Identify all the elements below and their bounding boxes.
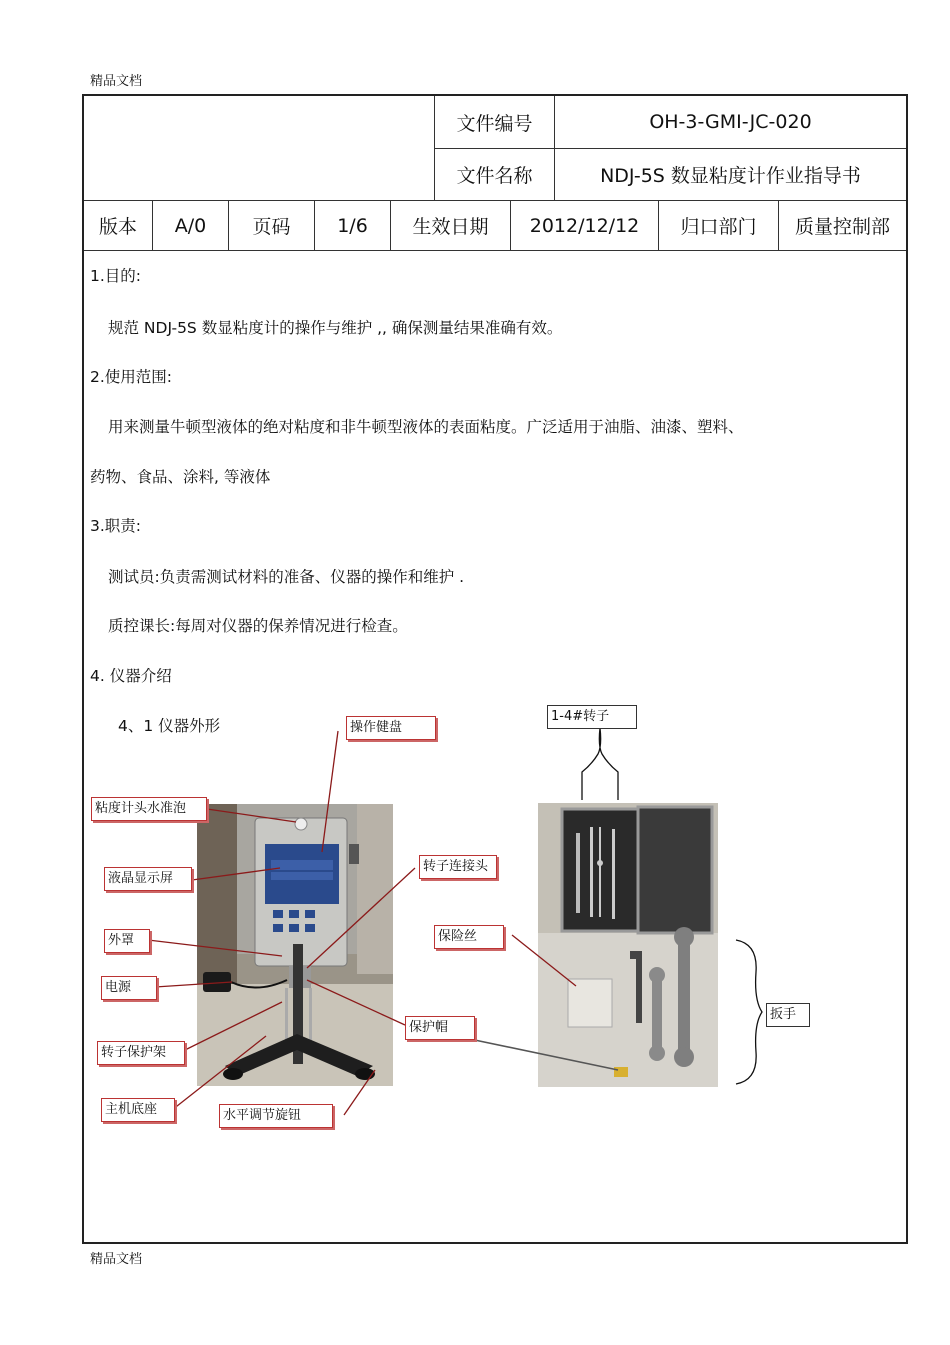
doc-name-label: 文件名称	[456, 165, 533, 187]
page-header: 精品文档	[90, 74, 143, 89]
date-label: 生效日期	[412, 216, 489, 238]
version-value: A/0	[174, 214, 207, 237]
label-cap: 保护帽	[405, 1016, 475, 1040]
label-rotor-joint: 转子连接头	[419, 855, 497, 879]
page-footer: 精品文档	[90, 1252, 143, 1267]
doc-no-label: 文件编号	[456, 112, 533, 135]
doc-name-value: NDJ-5S 数显粘度计作业指导书	[600, 165, 861, 187]
section-3-text-2: 质控课长:每周对仪器的保养情况进行检查。	[108, 617, 408, 635]
label-rotors: 1-4#转子	[547, 705, 637, 729]
label-cover: 外罩	[104, 929, 150, 953]
label-base: 主机底座	[101, 1098, 175, 1122]
date-value: 2012/12/12	[529, 214, 640, 237]
section-2-text-1: 用来测量牛顿型液体的绝对粘度和非牛顿型液体的表面粘度。广泛适用于油脂、油漆、塑料、	[108, 418, 744, 436]
section-1-title: 1.目的:	[90, 267, 142, 285]
label-bubble: 粘度计头水准泡	[91, 797, 207, 821]
label-rotor-holder: 转子保护架	[97, 1041, 185, 1065]
doc-no-value: OH-3-GMI-JC-020	[649, 111, 812, 133]
label-fuse: 保险丝	[434, 925, 504, 949]
section-3-title: 3.职责:	[90, 517, 142, 535]
section-2-text-2: 药物、食品、涂料, 等液体	[90, 468, 271, 486]
section-2-title: 2.使用范围:	[90, 368, 173, 386]
section-3-text-1: 测试员:负责需测试材料的准备、仪器的操作和维护 .	[108, 568, 465, 586]
dept-label: 归口部门	[680, 216, 757, 238]
label-power: 电源	[101, 976, 157, 1000]
section-4-title: 4. 仪器介绍	[90, 667, 172, 685]
label-keyboard: 操作健盘	[346, 716, 436, 740]
label-wrench: 扳手	[766, 1003, 810, 1027]
page-label: 页码	[252, 216, 291, 238]
page-value: 1/6	[337, 214, 368, 237]
section-1-text: 规范 NDJ-5S 数显粘度计的操作与维护 ,, 确保测量结果准确有效。	[108, 319, 563, 337]
label-knob: 水平调节旋钮	[219, 1104, 333, 1128]
section-4-1-title: 4、1 仪器外形	[118, 717, 221, 735]
dept-value: 质量控制部	[794, 216, 890, 238]
version-label: 版本	[98, 216, 137, 238]
label-lcd: 液晶显示屏	[104, 867, 192, 891]
